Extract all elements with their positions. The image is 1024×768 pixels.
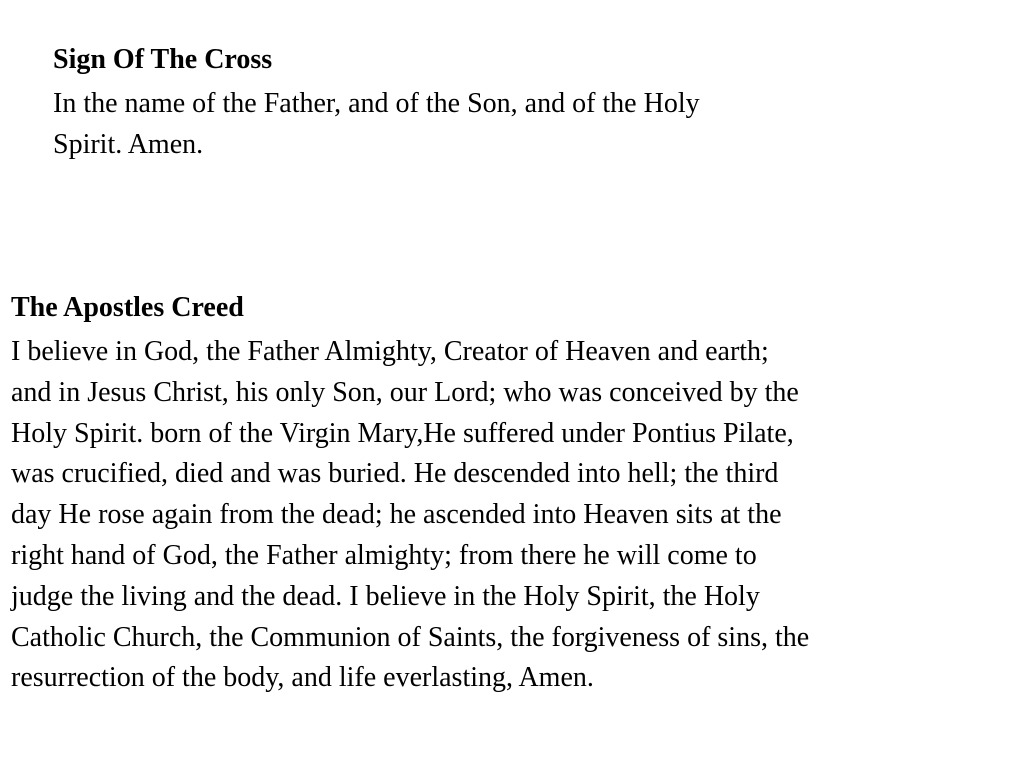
sign-of-the-cross-section [53,40,853,166]
sign-of-the-cross-title: Sign Of The Cross [53,44,273,75]
apostles-creed-title: The Apostles Creed [11,292,244,323]
text-line: right hand of God, the Father almighty; from there he will come to [11,539,757,571]
text-line: Holy Spirit. born of the Virgin Mary,He suffered under Pontius Pilate, [11,417,794,449]
text-line: Catholic Church, the Communion of Saints, the forgiveness of sins, the [11,621,810,653]
text-line: day He rose again from the dead; he ascended into Heaven sits at the [11,499,782,531]
apostles-creed-section [11,288,1011,699]
text-line: In the name of the Father, and of the Son, and of the Holy [53,88,700,119]
text-line: and in Jesus Christ, his only Son, our Lord; who was conceived by the [11,376,799,408]
sign-of-the-cross-text [53,84,853,166]
text-line: judge the living and the dead. I believe in the Holy Spirit, the Holy [11,580,760,612]
text-line: resurrection of the body, and life everlasting, Amen. [11,662,594,694]
apostles-creed-text [11,332,1011,699]
text-line: I believe in God, the Father Almighty, Creator of Heaven and earth; [11,336,769,367]
text-line: Spirit. Amen. [53,128,204,160]
text-line: was crucified, died and was buried. He descended into hell; the third [11,458,779,490]
